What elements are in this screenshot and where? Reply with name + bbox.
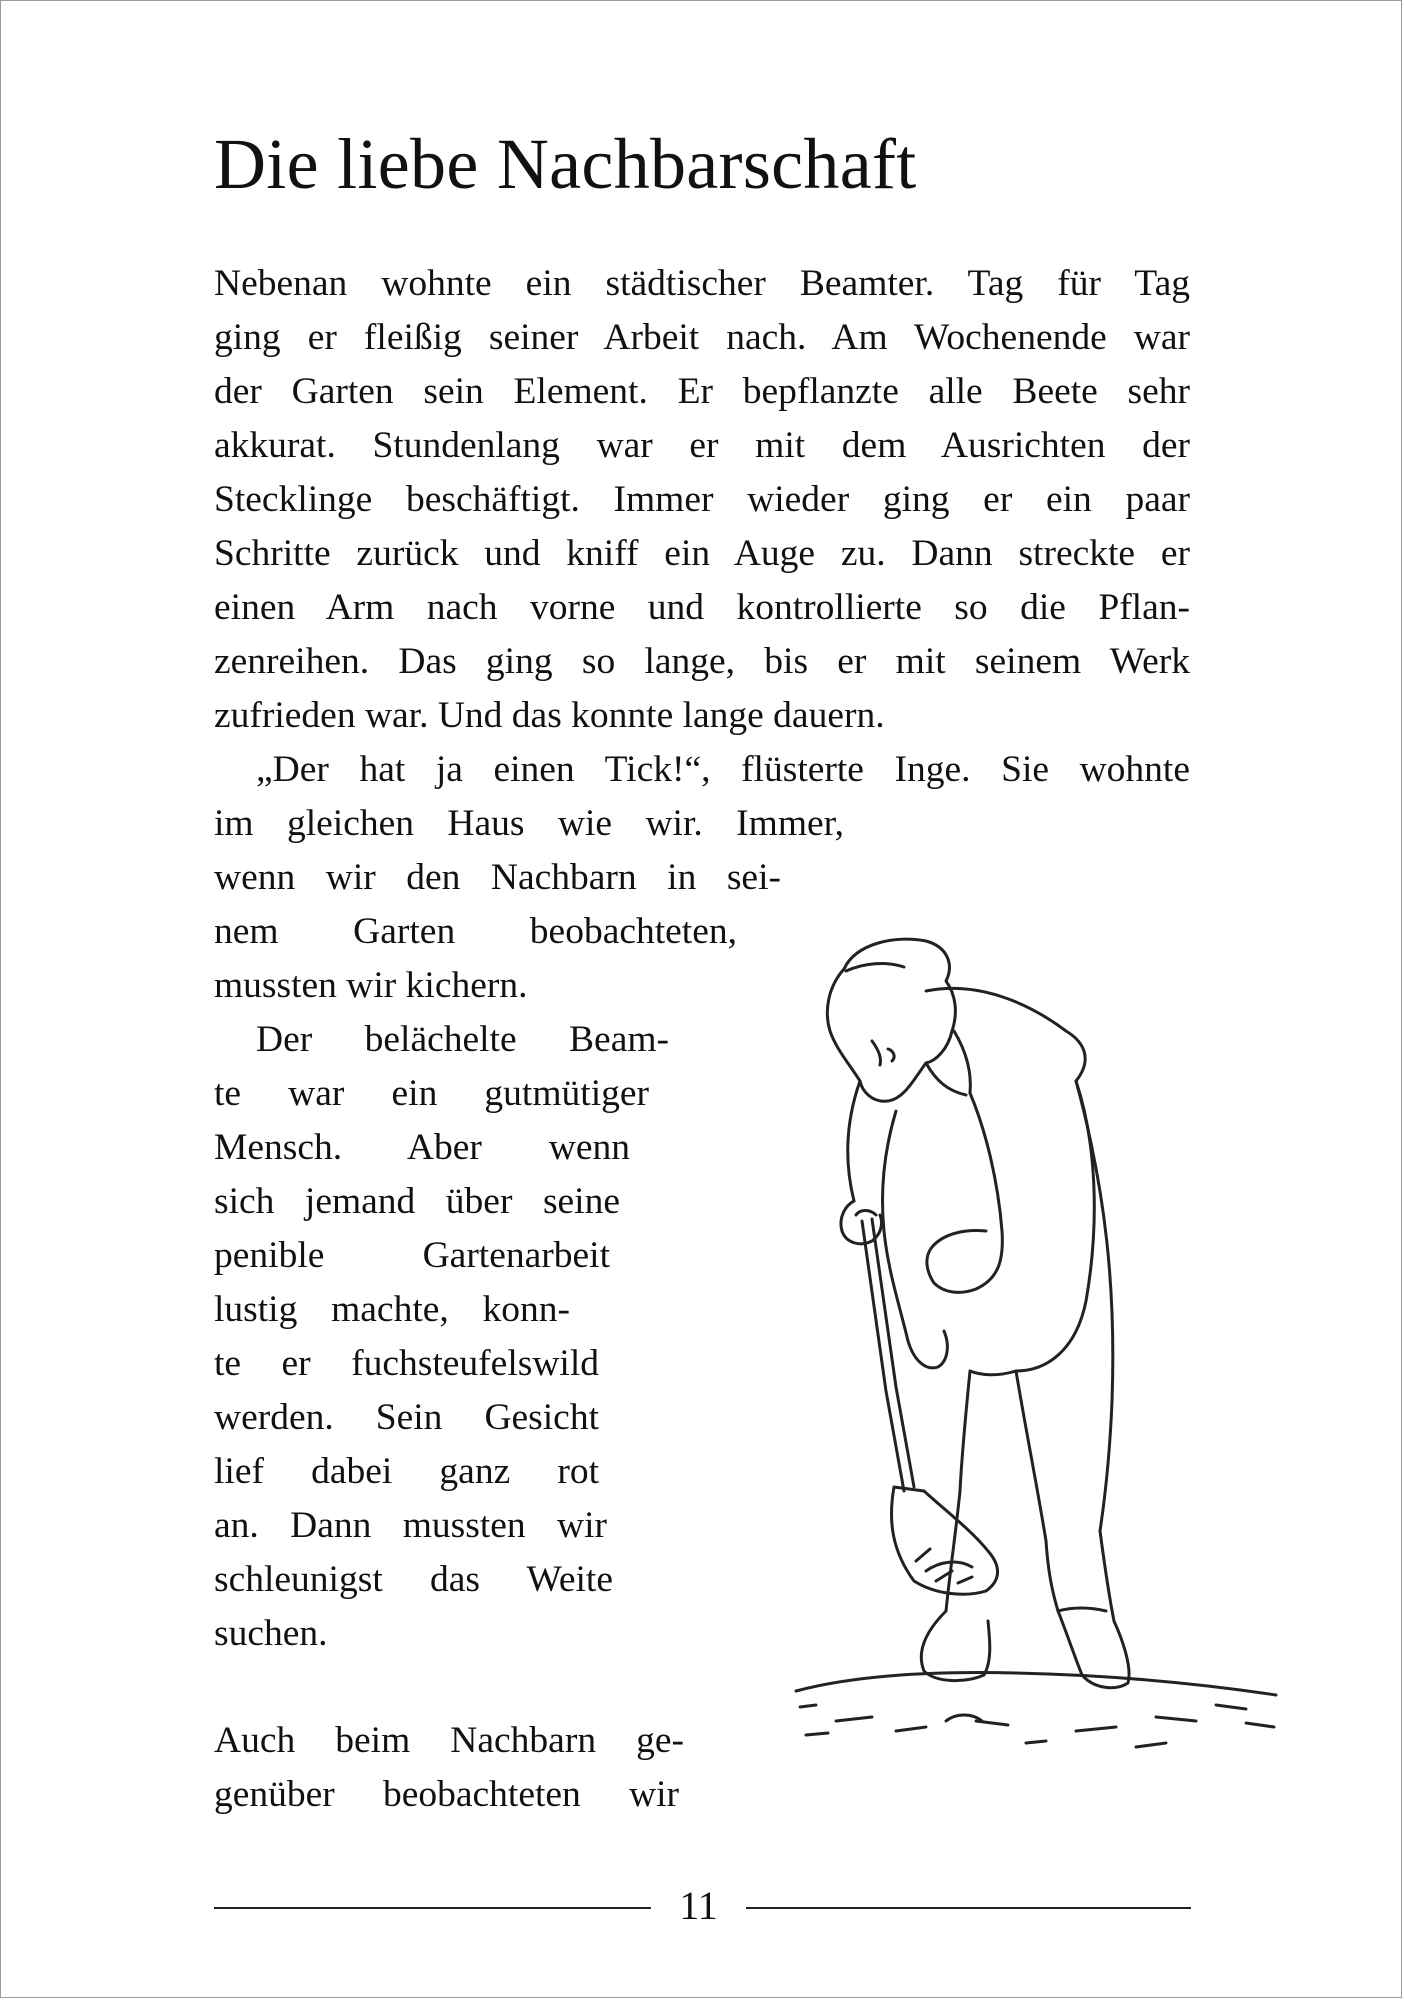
- text-line: schleunigst das Weite: [214, 1559, 613, 1600]
- text-line: im gleichen Haus wie wir. Immer,: [214, 803, 844, 844]
- text-line: zenreihen. Das ging so lange, bis er mit seinem Werk: [214, 641, 1190, 682]
- text-line: genüber beobachteten wir: [214, 1774, 679, 1815]
- text-line: penible Gartenarbeit: [214, 1235, 610, 1276]
- text-line: Auch beim Nachbarn ge-: [214, 1720, 684, 1761]
- footer-rule-right: [746, 1907, 1191, 1909]
- man-digging-icon: [776, 931, 1296, 1761]
- page-title: Die liebe Nachbarschaft: [214, 124, 917, 204]
- text-line: suchen.: [214, 1613, 328, 1654]
- text-line: Stecklinge beschäftigt. Immer wieder ging er ein paar: [214, 479, 1190, 520]
- text-line: ging er fleißig seiner Arbeit nach. Am Wochenende war: [214, 317, 1190, 358]
- text-line: „Der hat ja einen Tick!“, flüsterte Inge. Sie wohnte: [256, 749, 1190, 790]
- text-line: mussten wir kichern.: [214, 965, 528, 1006]
- text-line: einen Arm nach vorne und kontrollierte so die Pflan-: [214, 587, 1190, 628]
- text-line: Der belächelte Beam-: [256, 1019, 669, 1060]
- footer-rule-left: [214, 1907, 651, 1909]
- text-line: sich jemand über seine: [214, 1181, 620, 1222]
- text-line: lief dabei ganz rot: [214, 1451, 599, 1492]
- text-line: Nebenan wohnte ein städtischer Beamter. Tag für Tag: [214, 263, 1190, 304]
- man-digging-illustration: [776, 931, 1296, 1761]
- text-line: te er fuchsteufelswild: [214, 1343, 599, 1384]
- text-line: Mensch. Aber wenn: [214, 1127, 630, 1168]
- text-line: lustig machte, konn-: [214, 1289, 570, 1330]
- page-number: 11: [679, 1883, 718, 1928]
- text-line: werden. Sein Gesicht: [214, 1397, 599, 1438]
- text-line: akkurat. Stundenlang war er mit dem Ausrichten der: [214, 425, 1190, 466]
- text-line: nem Garten beobachteten,: [214, 911, 737, 952]
- text-line: an. Dann mussten wir: [214, 1505, 607, 1546]
- text-line: Schritte zurück und kniff ein Auge zu. Dann streckte er: [214, 533, 1190, 574]
- text-line: der Garten sein Element. Er bepflanzte alle Beete sehr: [214, 371, 1190, 412]
- text-line: te war ein gutmütiger: [214, 1073, 649, 1114]
- text-line: zufrieden war. Und das konnte lange dauern.: [214, 695, 885, 736]
- text-line: wenn wir den Nachbarn in sei-: [214, 857, 781, 898]
